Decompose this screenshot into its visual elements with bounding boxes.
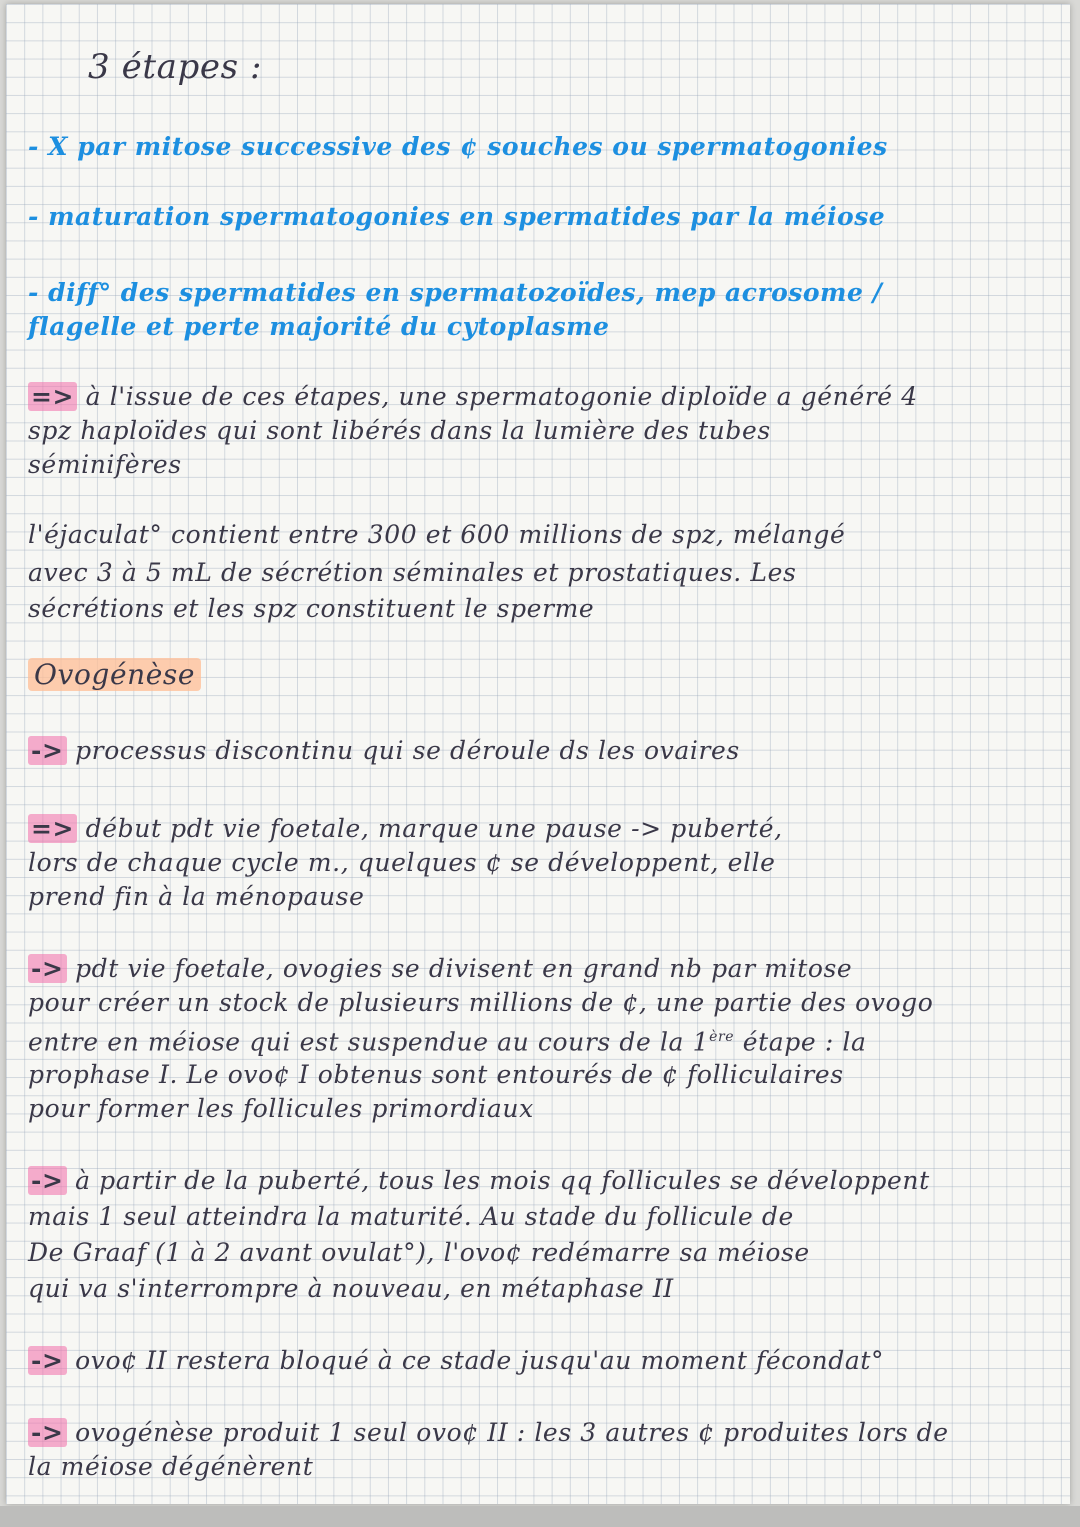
step-1 bbox=[28, 130, 888, 164]
step-3-continuation: flagelle et perte majorité du cytoplasme bbox=[28, 312, 610, 341]
ovogenese-point-3-text-3: entre en méiose qui est suspendue au cours de la 1 bbox=[28, 1027, 710, 1057]
arrow-icon: -> bbox=[28, 1418, 67, 1447]
ovogenese-point-3-line-4: prophase I. Le ovo¢ I obtenus sont entourés de ¢ folliculaires bbox=[28, 1060, 844, 1089]
ovogenese-point-1 bbox=[28, 734, 740, 768]
ovogenese-point-3-line-2: pour créer un stock de plusieurs millions de ¢, une partie des ovogo bbox=[28, 988, 934, 1017]
step-3 bbox=[28, 276, 882, 310]
ovogenese-point-3-line-1 bbox=[28, 952, 852, 986]
ovogenese-point-4-text-1: à partir de la puberté, tous les mois qq follicules se développent bbox=[75, 1166, 930, 1195]
arrow-icon: -> bbox=[28, 954, 67, 983]
step-3-text: diff° des spermatides en spermatozoïdes, mep acrosome / bbox=[48, 278, 883, 307]
section-heading bbox=[28, 658, 201, 693]
arrow-icon: -> bbox=[28, 736, 67, 765]
ovogenese-point-3-text-1: pdt vie foetale, ovogies se divisent en grand nb par mitose bbox=[75, 954, 853, 983]
notebook-page bbox=[6, 4, 1070, 1504]
conclusion-line-2: spz haploïdes qui sont libérés dans la lumière des tubes bbox=[28, 416, 771, 445]
arrow-icon: -> bbox=[28, 1346, 67, 1375]
ovogenese-point-5-text: ovo¢ II restera bloqué à ce stade jusqu'au moment fécondat° bbox=[75, 1346, 885, 1375]
ovogenese-point-4-line-2: mais 1 seul atteindra la maturité. Au stade du follicule de bbox=[28, 1202, 794, 1231]
ovogenese-point-4-line-4: qui va s'interrompre à nouveau, en métaphase II bbox=[28, 1274, 674, 1303]
conclusion-text-1: à l'issue de ces étapes, une spermatogonie diploïde a généré 4 bbox=[85, 382, 918, 411]
ovogenese-point-6-text-1: ovogénèse produit 1 seul ovo¢ II : les 3 autres ¢ produites lors de bbox=[75, 1418, 949, 1447]
ovogenese-point-4-line-1 bbox=[28, 1164, 930, 1198]
conclusion-line-1 bbox=[28, 380, 918, 414]
ovogenese-point-5 bbox=[28, 1344, 884, 1378]
ejaculat-line-3: sécrétions et les spz constituent le sperme bbox=[28, 594, 595, 623]
ovogenese-point-2-text-1: début pdt vie foetale, marque une pause -> puberté, bbox=[85, 814, 783, 843]
ovogenese-point-6-line-1 bbox=[28, 1416, 949, 1450]
arrow-icon: -> bbox=[28, 1166, 67, 1195]
ovogenese-point-2-line-1 bbox=[28, 812, 783, 846]
step-2-bullet: - bbox=[28, 202, 39, 231]
ovogenese-point-3-text-3-end: étape : la bbox=[734, 1027, 867, 1057]
ovogenese-point-3-line-5: pour former les follicules primordiaux bbox=[28, 1094, 534, 1123]
step-3-bullet: - bbox=[28, 278, 39, 307]
double-arrow-icon: => bbox=[28, 382, 77, 411]
superscript: ère bbox=[709, 1029, 735, 1045]
step-1-text: X par mitose successive des ¢ souches ou spermatogonies bbox=[48, 132, 888, 161]
page-bottom-edge bbox=[0, 1506, 1080, 1527]
step-2 bbox=[28, 200, 885, 234]
ejaculat-line-1: l'éjaculat° contient entre 300 et 600 millions de spz, mélangé bbox=[28, 520, 846, 549]
section-title: Ovogénèse bbox=[28, 658, 201, 691]
ovogenese-point-3-line-3 bbox=[28, 1020, 867, 1059]
ovogenese-point-2-line-3: prend fin à la ménopause bbox=[28, 882, 365, 911]
ovogenese-point-6-line-2: la méiose dégénèrent bbox=[28, 1452, 314, 1481]
ovogenese-point-1-text: processus discontinu qui se déroule ds les ovaires bbox=[75, 736, 740, 765]
step-2-text: maturation spermatogonies en spermatides par la méiose bbox=[48, 202, 886, 231]
ovogenese-point-2-line-2: lors de chaque cycle m., quelques ¢ se développent, elle bbox=[28, 848, 776, 877]
ovogenese-point-4-line-3: De Graaf (1 à 2 avant ovulat°), l'ovo¢ redémarre sa méiose bbox=[28, 1238, 810, 1267]
conclusion-line-3: séminifères bbox=[28, 450, 182, 479]
ejaculat-line-2: avec 3 à 5 mL de sécrétion séminales et prostatiques. Les bbox=[28, 558, 797, 587]
page-title: 3 étapes : bbox=[88, 47, 263, 87]
double-arrow-icon: => bbox=[28, 814, 77, 843]
step-1-bullet: - bbox=[28, 132, 39, 161]
